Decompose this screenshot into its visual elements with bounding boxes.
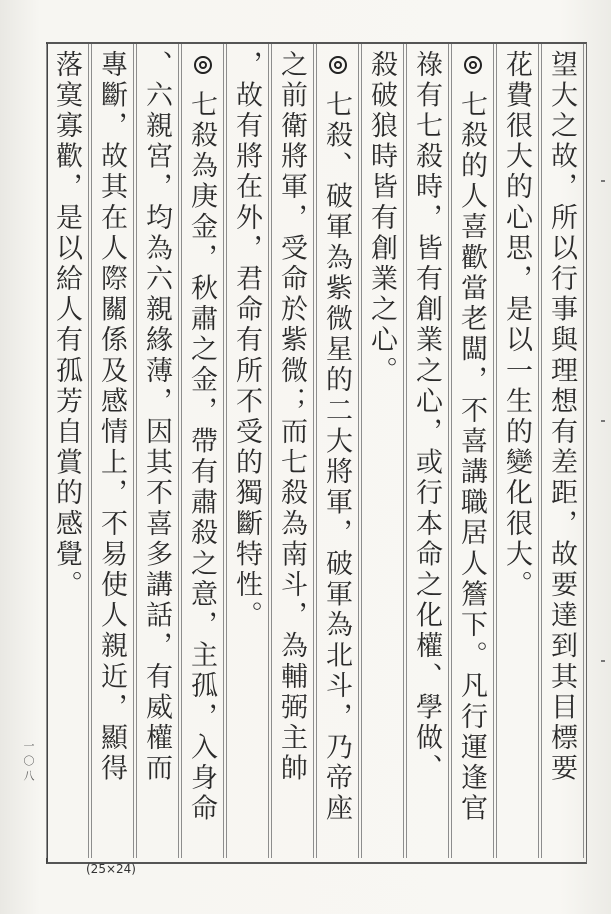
paragraph-marker-icon	[329, 56, 347, 74]
column-10	[136, 44, 179, 858]
column-8	[226, 44, 269, 858]
column-9	[181, 44, 224, 858]
column-2-text: 花費很大的心思，是以一生的變化很大。	[501, 50, 532, 601]
column-2	[496, 44, 539, 858]
edge-tick	[601, 180, 605, 182]
manuscript-grid	[46, 44, 584, 858]
column-10-text: 、六親宮，均為六親緣薄，因其不喜多講話，有威權而	[141, 50, 172, 785]
column-1	[541, 44, 584, 858]
column-1-text: 望大之故，所以行事與理想有差距，故要達到其目標要	[546, 50, 577, 785]
column-4-text: 祿有七殺時，皆有創業之心，或行本命之化權、學做、	[411, 50, 442, 785]
column-7	[271, 44, 314, 858]
column-11	[91, 44, 134, 858]
column-12	[46, 44, 89, 858]
paragraph-marker-icon	[194, 56, 212, 74]
column-3-text: 七殺的人喜歡當老闆，不喜講職居人簷下。凡行運逢官	[456, 90, 487, 825]
edge-tick	[601, 660, 605, 662]
column-4	[406, 44, 449, 858]
column-6	[316, 44, 359, 858]
column-11-text: 專斷，故其在人際關係及感情上，不易使人親近，顯得	[96, 50, 127, 785]
page-number: 一〇八	[22, 740, 35, 785]
grid-size-note: (25×24)	[86, 862, 136, 876]
column-3	[451, 44, 494, 858]
paragraph-marker-icon	[464, 56, 482, 74]
edge-tick	[601, 420, 605, 422]
column-12-text: 落寞寡歡，是以給人有孤芳自賞的感覺。	[51, 50, 82, 601]
column-5-text: 殺破狼時皆有創業之心。	[366, 50, 397, 387]
column-6-text: 七殺、破軍為紫微星的二大將軍，破軍為北斗，乃帝座	[321, 90, 352, 825]
column-7-text: 之前衛將軍，受命於紫微；而七殺為南斗，為輔弼主帥	[276, 50, 307, 785]
column-5	[361, 44, 404, 858]
column-9-text: 七殺為庚金，秋肅之金，帶有肅殺之意，主孤，入身命	[186, 90, 217, 825]
column-8-text: ，故有將在外，君命有所不受的獨斷特性。	[231, 50, 262, 632]
